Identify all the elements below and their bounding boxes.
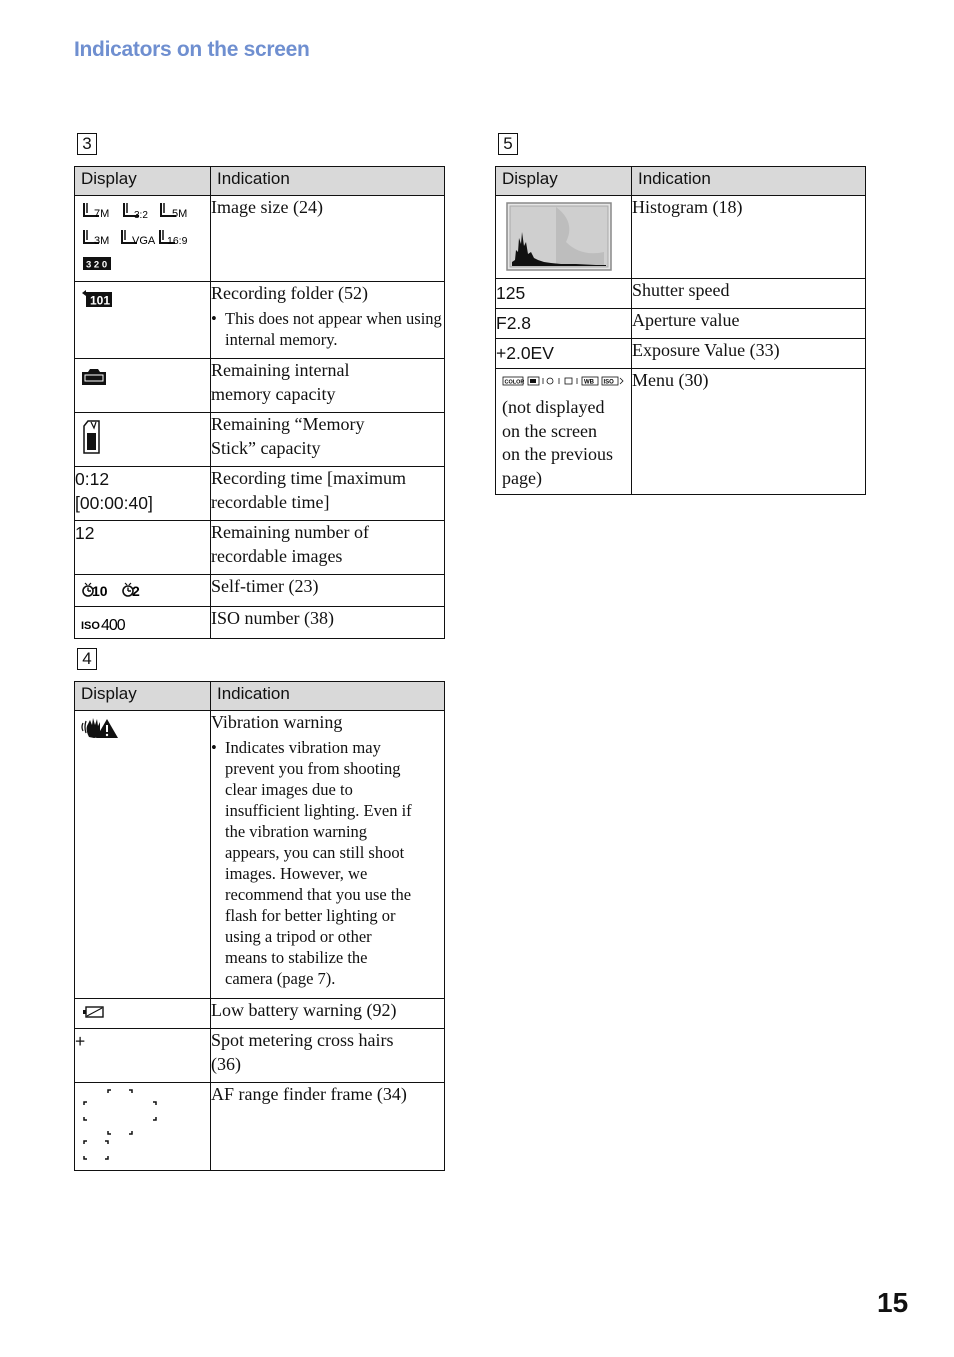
svg-text:WB: WB xyxy=(584,379,594,386)
indication-text: Exposure Value (33) xyxy=(632,340,780,360)
svg-text:3 2 0: 3 2 0 xyxy=(86,259,108,271)
indication-text: Spot metering cross hairs xyxy=(211,1030,394,1050)
table-row xyxy=(496,339,866,369)
self-timer-2-icon xyxy=(123,583,140,599)
svg-text:ISO: ISO xyxy=(603,379,614,386)
table-row xyxy=(75,575,445,607)
column-header-display: Display xyxy=(496,167,632,196)
display-note: on the screen xyxy=(502,420,597,441)
display-note: (not displayed xyxy=(502,397,605,417)
table-row xyxy=(75,1029,445,1083)
table-row xyxy=(75,1083,445,1171)
table-row xyxy=(496,369,866,495)
table-row xyxy=(75,607,445,639)
table-row xyxy=(75,282,445,359)
indication-text: Remaining “Memory xyxy=(211,414,365,434)
menu-bar-icon xyxy=(502,375,626,389)
table-row xyxy=(75,359,445,413)
indication-text: recordable images xyxy=(211,545,343,566)
table-section-4 xyxy=(74,681,445,1171)
svg-text:COLOR: COLOR xyxy=(504,379,525,386)
recording-folder-icon xyxy=(82,289,116,309)
table-row xyxy=(496,309,866,339)
histogram-icon xyxy=(506,202,614,272)
display-value: 125 xyxy=(496,283,526,303)
indication-text: Self-timer (23) xyxy=(211,576,319,596)
note-bullet: • Indicates vibration may prevent you from shooting clear images due to insufficient lighting. Even if the vibration warning appears, you can still shoot images. However, we recommend that you use the flash for better lighting or using a tripod or other means to stabilize the camera (page 7). xyxy=(211,737,412,988)
image-size-5m-icon xyxy=(161,203,187,220)
image-size-320-icon xyxy=(83,257,111,271)
vibration-warning-icon xyxy=(81,715,121,741)
svg-text:101: 101 xyxy=(90,293,111,308)
table-section-3 xyxy=(74,166,445,639)
memory-stick-icon xyxy=(82,419,104,455)
self-timer-10-icon xyxy=(83,583,108,599)
svg-text:ISO: ISO xyxy=(81,620,100,632)
note-bullet: • This does not appear when using internal memory. xyxy=(211,308,442,349)
indication-text: ISO number (38) xyxy=(211,608,334,628)
table-row xyxy=(496,279,866,309)
svg-text:VGA: VGA xyxy=(132,235,156,247)
section-number-5: 5 xyxy=(498,133,518,155)
table-row xyxy=(75,467,445,521)
svg-text:2: 2 xyxy=(132,583,140,599)
table-row xyxy=(75,413,445,467)
internal-memory-icon xyxy=(81,367,107,387)
indication-text: Histogram (18) xyxy=(632,197,743,217)
column-header-display: Display xyxy=(75,682,211,711)
display-value: +2.0EV xyxy=(496,343,554,363)
display-note: page) xyxy=(502,467,542,488)
svg-text:7M: 7M xyxy=(94,208,110,220)
low-battery-icon xyxy=(82,1004,106,1020)
section-number-3: 3 xyxy=(77,133,97,155)
page-title: Indicators on the screen xyxy=(74,38,310,61)
af-range-finder-frame-icon xyxy=(81,1089,171,1165)
indication-text: memory capacity xyxy=(211,383,336,404)
indication-text: AF range finder frame (34) xyxy=(211,1084,407,1104)
indication-text: (36) xyxy=(211,1053,241,1074)
display-value: 12 xyxy=(75,523,95,543)
indication-text: Recording time [maximum xyxy=(211,468,406,488)
image-size-3-2-icon xyxy=(124,203,148,221)
image-size-16-9-icon xyxy=(160,230,188,247)
indication-text: Low battery warning (92) xyxy=(211,1000,397,1020)
display-value: + xyxy=(75,1031,86,1051)
indication-text: Aperture value xyxy=(632,310,740,330)
indication-text: Recording folder (52) xyxy=(211,283,368,303)
image-size-icons xyxy=(83,200,203,276)
display-value: F2.8 xyxy=(496,313,532,333)
page-number: 15 xyxy=(877,1287,909,1318)
table-row xyxy=(75,711,445,999)
section-number-4: 4 xyxy=(77,648,97,670)
svg-text:400: 400 xyxy=(101,617,125,633)
indication-text: recordable time] xyxy=(211,491,330,512)
indication-text: Remaining internal xyxy=(211,360,350,380)
table-row xyxy=(75,196,445,282)
display-value: 0:12 xyxy=(75,469,110,489)
iso-icon xyxy=(80,611,140,633)
svg-text:10: 10 xyxy=(92,583,108,599)
indication-text: Remaining number of xyxy=(211,522,369,542)
svg-text:16:9: 16:9 xyxy=(167,235,188,247)
display-note: on the previous xyxy=(502,444,613,464)
indication-text: Menu (30) xyxy=(632,370,709,390)
svg-text:3:2: 3:2 xyxy=(134,210,148,221)
display-value: [00:00:40] xyxy=(75,493,153,513)
column-header-indication: Indication xyxy=(632,167,866,196)
column-header-indication: Indication xyxy=(211,167,445,196)
svg-text:5M: 5M xyxy=(172,208,188,220)
image-size-vga-icon xyxy=(122,230,156,247)
column-header-display: Display xyxy=(75,167,211,196)
table-row xyxy=(75,999,445,1029)
indication-text: Vibration warning xyxy=(211,712,343,732)
table-row xyxy=(496,196,866,279)
column-header-indication: Indication xyxy=(211,682,445,711)
indication-text: Image size (24) xyxy=(211,197,323,217)
indication-text: Shutter speed xyxy=(632,280,730,300)
indication-text: Stick” capacity xyxy=(211,437,321,458)
self-timer-icons xyxy=(82,579,152,601)
svg-text:3M: 3M xyxy=(94,235,110,247)
image-size-3m-icon xyxy=(84,230,109,247)
image-size-7m-icon xyxy=(84,203,109,220)
table-section-5 xyxy=(495,166,866,495)
table-row xyxy=(75,521,445,575)
